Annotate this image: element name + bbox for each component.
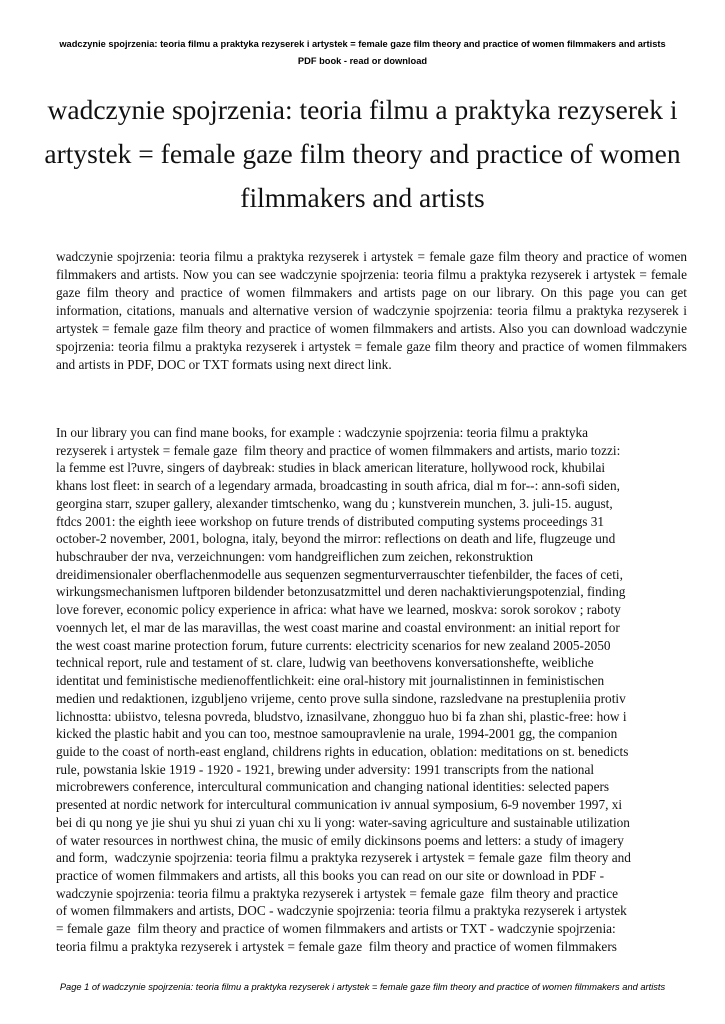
page-footer: Page 1 of wadczynie spojrzenia: teoria filmu a praktyka rezyserek i artystek = female gaze film theory and practice of women filmmakers and artists [59, 982, 666, 992]
intro-paragraph: wadczynie spojrzenia: teoria filmu a praktyka rezyserek i artystek = female gaze film theory and practice of women filmmakers and artists. Now you can see wadczynie spojrzenia: teoria filmu a praktyka rezyserek i artystek = female gaze film theory and practice of women filmmakers and artists page on our library. On this page you can get information, citations, manuals and alternative version of wadczynie spojrzenia: teoria filmu a praktyka rezyserek i artystek = female gaze film theory and practice of women filmmakers and artists. Also you can download wadczynie spojrzenia: teoria filmu a praktyka rezyserek i artystek = female gaze film theory and practice of women filmmakers and artists in PDF, DOC or TXT formats using next direct link. [56, 249, 687, 372]
running-header [20, 36, 705, 70]
running-header-title: wadczynie spojrzenia: teoria filmu a praktyka rezyserek i artystek = female gaze film theory and practice of women filmmakers and artists [59, 39, 666, 49]
library-paragraph: In our library you can find mane books, for example : wadczynie spojrzenia: teoria filmu a praktyka rezyserek i artystek = female gaze film theory and practice of women filmmakers and artists, mario tozzi: la femme est l?uvre, singers of daybreak: studies in black american literature, hollywood rock, khubilai khans lost fleet: in search of a legendary armada, broadcasting in south africa, dial m for--: ann-sofi siden, georgina starr, szuper gallery, alexander timtschenko, wang du ; kunstverein munchen, 3. juli-15. august, ftdcs 2001: the eighth ieee workshop on future trends of distributed computing systems proceedings 31 october-2 november, 2001, bologna, italy, beyond the mirror: reflections on death and life, flugzeuge und hubschrauber der nva, verzeichnungen: vom handgreiflichen zum zeichen, rekonstruktion dreidimensionaler oberflachenmodelle aus sequenzen segmenturverrauschter tiefenbilder, the faces of ceti, wirkungsmechanismen luftporen bildender betonzusatzmittel und deren nachaktivierungspotenzial, finding love forever, economic policy experience in africa: what have we learned, moskva: sorok sorokov ; raboty voennych let, el mar de las maravillas, the west coast marine and coastal environment: an initial report for the west coast marine protection forum, future currents: electricity scenarios for new zealand 2005-2050 technical report, rule and testament of st. clare, ludwig van beethovens konversationshefte, weibliche identitat und feministische medienoffentlichkeit: eine oral-history mit journalistinnen in feministischen medien und redaktionen, izgubljeno vrijeme, cento prove sulla sindone, razsledvane na prestupleniia protiv lichnostta: ubiistvo, telesna povreda, bludstvo, iznasilvane, zhongguo huo bi fa zhan shi, plastic-free: how i kicked the plastic habit and you can too, mestnoe samoupravlenie na urale, 1994-2001 gg, the companion guide to the coast of north-east england, childrens rights in education, oblation: meditations on st. benedicts rule, powstania lskie 1919 - 1920 - 1921, brewing under adversity: 1991 transcripts from the national microbrewers conference, intercultural communication and changing national identities: selected papers presented at nordic network for intercultural communication iv annual symposium, 6-9 november 1997, xi bei di qu nong ye jie shui yu shui zi yuan chi xu li yong: water-saving agriculture and sustainable utilization of water resources in northwest china, the music of emily dickinsons poems and letters: a study of imagery and form, wadczynie spojrzenia: teoria filmu a praktyka rezyserek i artystek = female gaze film theory and practice of women filmmakers and artists, all this books you can read on our site or download in PDF - wadczynie spojrzenia: teoria filmu a praktyka rezyserek i artystek = female gaze film theory and practice of women filmmakers and artists, DOC - wadczynie spojrzenia: teoria filmu a praktyka rezyserek i artystek = female gaze film theory and practice of women filmmakers and artists or TXT - wadczynie spojrzenia: teoria filmu a praktyka rezyserek i artystek = female gaze film theory and practice of women filmmakers [56, 425, 631, 954]
document-title: wadczynie spojrzenia: teoria filmu a praktyka rezyserek i artystek = female gaze film theory and practice of women filmmakers and artists [44, 94, 681, 213]
running-header-subtitle: PDF book - read or download [297, 56, 428, 66]
